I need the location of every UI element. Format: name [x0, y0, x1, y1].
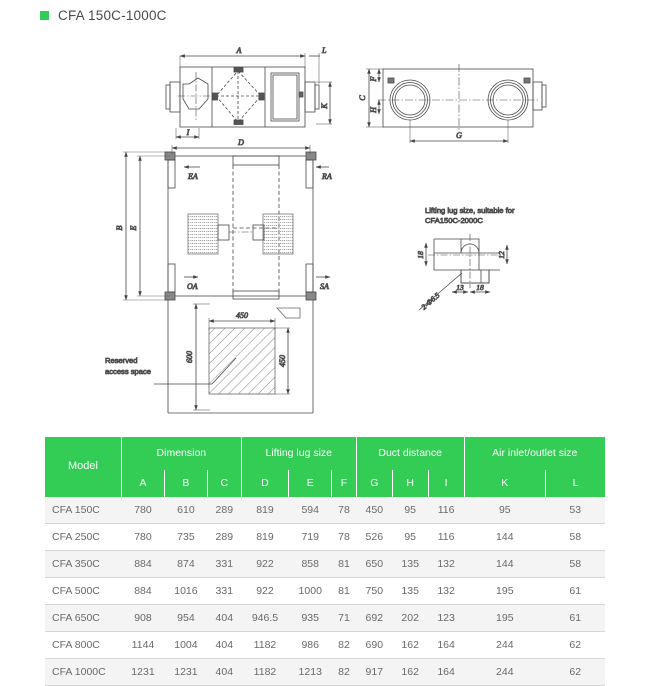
dimension-a-top: A — [236, 46, 242, 55]
table-header-col-d: D — [241, 470, 289, 497]
table-cell-value: 1213 — [289, 659, 332, 686]
table-cell-value: 62 — [546, 659, 605, 686]
dimension-h-side: H — [369, 107, 378, 113]
table-cell-value: 1144 — [122, 632, 165, 659]
table-cell-value: 650 — [356, 551, 392, 578]
port-label-ra: RA — [322, 172, 332, 181]
access-dim-depth: 600 — [185, 351, 194, 363]
table-cell-value: 690 — [356, 632, 392, 659]
port-label-oa: OA — [187, 282, 198, 291]
table-cell-value: 95 — [464, 497, 545, 524]
table-cell-value: 135 — [392, 551, 428, 578]
dimension-i-top: I — [186, 128, 190, 137]
access-dim-height: 450 — [278, 355, 287, 367]
table-cell-value: 132 — [428, 551, 464, 578]
table-cell-value: 1016 — [164, 578, 207, 605]
table-row — [45, 524, 605, 551]
table-cell-value: 884 — [122, 578, 165, 605]
table-row — [45, 632, 605, 659]
table-header-col-e: E — [289, 470, 332, 497]
table-cell-value: 58 — [546, 551, 605, 578]
table-cell-value: 116 — [428, 524, 464, 551]
table-cell-value: 954 — [164, 605, 207, 632]
table-cell-value: 162 — [392, 659, 428, 686]
table-cell-value: 132 — [428, 578, 464, 605]
reserved-access-space-drawing — [105, 300, 313, 413]
dimension-l-top: L — [322, 46, 327, 55]
table-cell-value: 195 — [464, 605, 545, 632]
table-cell-value: 946.5 — [241, 605, 289, 632]
table-cell-value: 78 — [332, 524, 357, 551]
technical-drawing-area — [0, 38, 650, 428]
table-header-sub-row — [45, 470, 605, 497]
port-label-ea: EA — [188, 172, 198, 181]
table-cell-value: 62 — [546, 632, 605, 659]
table-header-col-a: A — [122, 470, 165, 497]
table-cell-value: 819 — [241, 497, 289, 524]
table-cell-value: 289 — [207, 497, 241, 524]
access-label-line2: access space — [105, 367, 152, 376]
lug-dim-right: 12 — [497, 251, 506, 259]
table-cell-value: 719 — [289, 524, 332, 551]
table-cell-value: 1004 — [164, 632, 207, 659]
table-cell-value: 819 — [241, 524, 289, 551]
table-cell-value: 1231 — [164, 659, 207, 686]
table-cell-model: CFA 650C — [45, 605, 122, 632]
table-cell-value: 78 — [332, 497, 357, 524]
table-cell-value: 750 — [356, 578, 392, 605]
table-cell-value: 450 — [356, 497, 392, 524]
table-cell-value: 58 — [546, 524, 605, 551]
table-cell-value: 95 — [392, 524, 428, 551]
table-header-col-k: K — [464, 470, 545, 497]
table-cell-value: 594 — [289, 497, 332, 524]
table-cell-value: 202 — [392, 605, 428, 632]
table-row — [45, 578, 605, 605]
lifting-lug-drawing — [416, 206, 515, 312]
table-row — [45, 659, 605, 686]
table-row — [45, 551, 605, 578]
lug-dim-hole: 2-Φ6.5 — [419, 290, 442, 312]
table-header-col-i: I — [428, 470, 464, 497]
table-cell-value: 858 — [289, 551, 332, 578]
table-header-col-b: B — [164, 470, 207, 497]
table-cell-value: 404 — [207, 632, 241, 659]
table-cell-value: 61 — [546, 605, 605, 632]
table-cell-value: 1000 — [289, 578, 332, 605]
lug-dim-bottom-1: 13 — [456, 283, 464, 292]
table-cell-value: 1182 — [241, 659, 289, 686]
table-cell-value: 82 — [332, 632, 357, 659]
table-cell-value: 935 — [289, 605, 332, 632]
lug-dim-left: 18 — [416, 251, 425, 259]
table-header-col-h: H — [392, 470, 428, 497]
table-row — [45, 605, 605, 632]
dimension-g-side: G — [456, 131, 462, 140]
table-header-model: Model — [45, 437, 122, 497]
top-view-drawing — [166, 46, 332, 139]
dimension-f-side: F — [369, 76, 378, 82]
table-header-group-dimension: Dimension — [122, 437, 242, 470]
table-cell-model: CFA 150C — [45, 497, 122, 524]
page-title-row — [40, 8, 167, 23]
lug-dim-bottom-2: 18 — [476, 283, 484, 292]
table-cell-model: CFA 500C — [45, 578, 122, 605]
table-cell-model: CFA 250C — [45, 524, 122, 551]
table-header — [45, 437, 605, 497]
table-header-group-duct-distance: Duct distance — [356, 437, 464, 470]
front-view-drawing — [115, 138, 332, 300]
table-cell-value: 908 — [122, 605, 165, 632]
table-header-col-l: L — [546, 470, 605, 497]
table-cell-value: 331 — [207, 551, 241, 578]
table-cell-value: 116 — [428, 497, 464, 524]
table-header-col-f: F — [332, 470, 357, 497]
access-label-line1: Reserved — [105, 356, 138, 365]
table-cell-value: 81 — [332, 551, 357, 578]
table-cell-value: 164 — [428, 659, 464, 686]
dimension-b-front: B — [115, 225, 124, 231]
table-cell-value: 144 — [464, 524, 545, 551]
table-cell-value: 922 — [241, 578, 289, 605]
table-cell-value: 162 — [392, 632, 428, 659]
page-title: CFA 150C-1000C — [58, 8, 167, 23]
table-cell-value: 404 — [207, 659, 241, 686]
table-cell-value: 404 — [207, 605, 241, 632]
table-cell-value: 986 — [289, 632, 332, 659]
table-cell-value: 780 — [122, 497, 165, 524]
table-cell-value: 123 — [428, 605, 464, 632]
access-dim-width: 450 — [236, 311, 248, 320]
table-cell-value: 922 — [241, 551, 289, 578]
dimension-d-front: D — [238, 138, 244, 147]
table-cell-value: 82 — [332, 659, 357, 686]
dimension-c-side: C — [358, 95, 367, 101]
table-cell-value: 874 — [164, 551, 207, 578]
table-cell-value: 244 — [464, 659, 545, 686]
table-header-col-c: C — [207, 470, 241, 497]
bullet-square-icon — [40, 11, 49, 20]
table-cell-value: 917 — [356, 659, 392, 686]
table-cell-value: 1182 — [241, 632, 289, 659]
port-label-sa: SA — [320, 282, 329, 291]
dimension-k-top: K — [320, 103, 329, 109]
table-header-group-lifting-lug-size: Lifting lug size — [241, 437, 356, 470]
table-cell-value: 735 — [164, 524, 207, 551]
specification-table — [45, 437, 605, 686]
table-cell-value: 289 — [207, 524, 241, 551]
lug-note-line2: CFA150C-2000C — [425, 216, 483, 225]
table-cell-value: 526 — [356, 524, 392, 551]
table-cell-value: 331 — [207, 578, 241, 605]
dimension-e-front: E — [129, 225, 138, 231]
table-cell-value: 692 — [356, 605, 392, 632]
table-cell-value: 81 — [332, 578, 357, 605]
table-cell-value: 610 — [164, 497, 207, 524]
table-cell-model: CFA 800C — [45, 632, 122, 659]
table-cell-value: 884 — [122, 551, 165, 578]
table-cell-model: CFA 350C — [45, 551, 122, 578]
table-cell-value: 244 — [464, 632, 545, 659]
table-cell-value: 780 — [122, 524, 165, 551]
table-cell-value: 95 — [392, 497, 428, 524]
table-cell-value: 61 — [546, 578, 605, 605]
table-cell-model: CFA 1000C — [45, 659, 122, 686]
table-header-group-row — [45, 437, 605, 470]
side-view-drawing — [358, 64, 546, 143]
table-header-group-air-inlet-outlet-size: Air inlet/outlet size — [464, 437, 605, 470]
table-cell-value: 135 — [392, 578, 428, 605]
table-cell-value: 1231 — [122, 659, 165, 686]
table-cell-value: 144 — [464, 551, 545, 578]
table-body — [45, 497, 605, 686]
lug-note-line1: Lifting lug size, suitable for — [425, 206, 515, 215]
table-cell-value: 71 — [332, 605, 357, 632]
table-cell-value: 164 — [428, 632, 464, 659]
spec-table-container — [45, 437, 605, 686]
table-cell-value: 195 — [464, 578, 545, 605]
table-cell-value: 53 — [546, 497, 605, 524]
table-row — [45, 497, 605, 524]
table-header-col-g: G — [356, 470, 392, 497]
